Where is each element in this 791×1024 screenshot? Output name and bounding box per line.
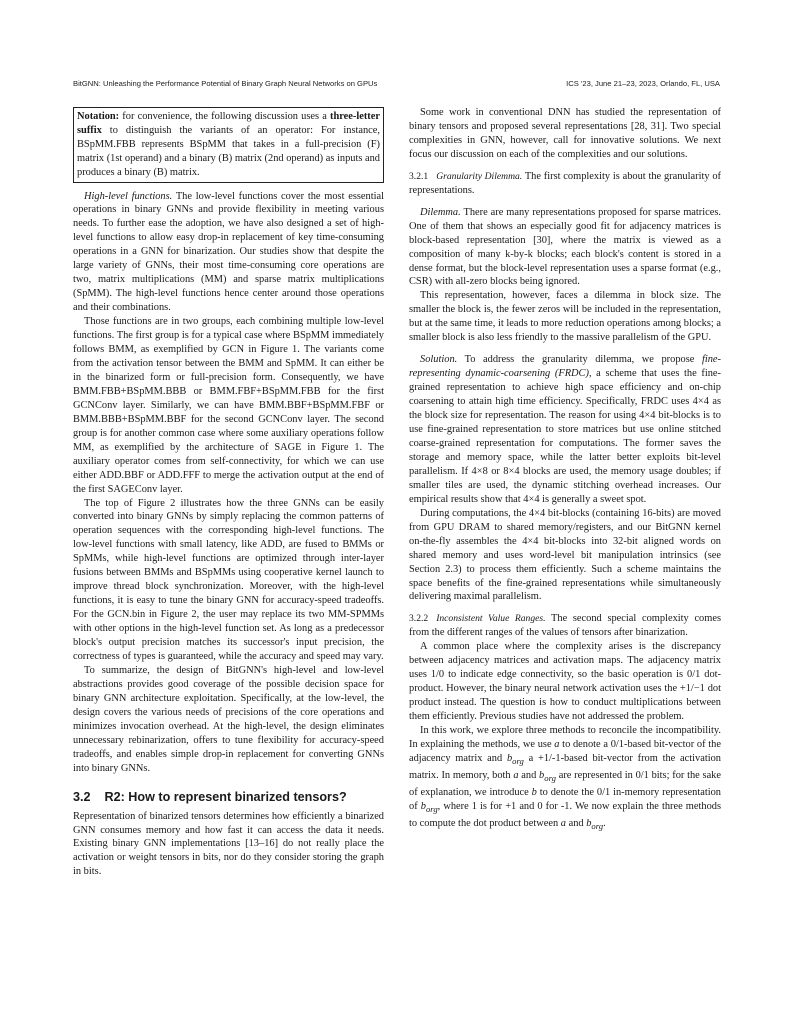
high-level-functions-paragraph	[73, 190, 384, 316]
t2: to denote a 0/1-based bit-vector of the adjacency matrix and	[409, 738, 721, 764]
subsection-text: The second special complexity comes from the different ranges of the values of tensors after binarization.	[409, 613, 721, 639]
section-number: 3.2	[73, 789, 91, 804]
paragraph-solution	[409, 353, 721, 506]
high-level-functions-text: The low-level functions cover the most essential operations in binary GNNs and provide flexibility in meeting various needs. To further ease the adoption, we have also designed a set of high-level functions to allow easy drop-in replacement of key time-consuming operations in a GNN for binarization. Our studies show that despite the large variety of GNNs, their most time-consuming core operations are two, matrix multiplications (MM) and sparse matrix multiplications (SpMM). The high-level functions hence center around those operations and their combinations.	[73, 190, 384, 314]
notation-paragraph	[77, 110, 380, 180]
paragraph-discrepancy: A common place where the complexity arises is the discrepancy between adjacency matrices and activation maps. The adjacency matrix uses 1/0 to indicate edge connectivity, so the basic operation is 0/1 dot-product. However, the binary neural network activation uses the +1/−1 dot product instead. The question is how to conduct multiplications between them efficiently. Previous studies have not addressed the problem.	[409, 641, 721, 723]
paragraph-groups: Those functions are in two groups, each combining multiple low-level functions. The first group is for a typical case where BSpMM immediately follows BMM, as exemplified by GCN in Figure 1. The variants come from the activation tensor between the BMM and SpMM. It can either be in the binarized form or full-precision form. Consequently, we have BMM.FBB+BSpMM.BBB or BMM.FBF+BSpMM.FBB for the first GCNConv layer. Similarly, we can have BMM.BBF+BSpMM.FBF or BMM.BBB+BSpMM.BBF for the second GCNConv layer. The second group is for another common case where some auxiliary operations follow MM, as exemplified by the architecture of SAGE in Figure 1. The auxiliary operator comes from self-connectivity, for which we can use either ADD.BBF or ADD.FFF to merge the activation output at the end of the first SAGEConv layer.	[73, 316, 384, 495]
high-level-functions-title: High-level functions.	[84, 190, 173, 202]
paragraph-dilemma	[409, 206, 721, 290]
var-borg: b	[420, 800, 426, 812]
paragraph-representation: Representation of binarized tensors determines how efficiently a binarized GNN consumes memory and how fast it can access the data it needs. Existing binary GNN implementations [13–16] do not really place the activation or weight tensors in bits, nor do they consider storing the graph in bits.	[73, 810, 384, 878]
frdc-term: fine-representing dynamic-coarsening (FRDC)	[409, 354, 721, 380]
subsection-3-2-2	[409, 612, 721, 640]
t6: to denote the 0/1 in-memory representation of	[409, 787, 721, 812]
subsection-number: 3.2.2	[409, 613, 429, 625]
var-borg: b	[506, 752, 513, 764]
solution-text-a: To address the granularity dilemma, we propose	[457, 354, 702, 366]
solution-title: Solution.	[420, 354, 458, 366]
running-header-title: BitGNN: Unleashing the Performance Potential of Binary Graph Neural Networks on GPUs	[73, 79, 378, 88]
sub-org: org	[512, 756, 524, 767]
var-borg: b	[539, 769, 545, 781]
dilemma-text: There are many representations proposed for sparse matrices. One of them that shows an especially good fit for adjacency matrices is block-based representation [30], where the matrix is viewed as a composition of many k-by-k blocks; each block's content is stored in a dense format, but the block-level representation uses a sparse format (e.g., CSR) with all-zero blocks being ignored.	[409, 206, 721, 288]
dilemma-title: Dilemma.	[420, 206, 461, 218]
var-a: a	[513, 769, 519, 781]
sub-org: org	[425, 804, 438, 815]
notation-box	[73, 107, 384, 183]
t8: and	[565, 817, 587, 829]
solution-text-b: , a scheme that uses the fine-grained representation to achieve high space efficiency and on-chip coarsening to attain high time efficiency. Specifically, FRDC uses 4×4 as the block size for representation. The reason for using 4×4 bit-blocks is to use fine-grained representation to store matrices but use online stitched coarse-grained representation for computations. The former saves the storage and memory space, while the latter better exploits bit-level parallelism. If 4×8 or 8×4 blocks are used, the memory usage doubles; if smaller tiles are used, the dynamic stitching overhead increases. Our empirical results show that 4×4 is generally a sweet spot.	[409, 368, 721, 505]
notation-bold: three-letter suffix	[77, 111, 380, 136]
t5: are represented in 0/1 bits; for the sake of explanation, we introduce	[409, 769, 721, 798]
subsection-heading-3-2-2	[409, 613, 546, 624]
t7: , where 1 is for +1 and 0 for -1. We now explain the three methods to compute the dot product between	[409, 800, 721, 829]
sub-org: org	[591, 821, 604, 832]
subsection-heading-3-2-1	[409, 171, 522, 182]
notation-lead: Notation:	[77, 111, 120, 122]
t1: In this work, we explore three methods to reconcile the incompatibility. In explaining the methods, we use	[409, 725, 721, 750]
subsection-title: Granularity Dilemma.	[436, 170, 523, 182]
subsection-text: The first complexity is about the granularity of representations.	[409, 170, 721, 196]
running-header-venue: ICS '23, June 21–23, 2023, Orlando, FL, USA	[566, 79, 720, 88]
section-title: R2: How to represent binarized tensors?	[104, 789, 347, 804]
paragraph-summary: To summarize, the design of BitGNN's high-level and low-level abstractions provides good coverage of the possible decision space for binary GNN architecture exploitation. Specifically, at the low-level, the design covers the various needs of precisions of the core operations and minimizes invocation overhead. At the high-level, the design eliminates unnecessary rebinarization, offers to tune flexibility for accuracy-speed tradeoffs, and enables simple drop-in replacement for converting GNNs into binary GNNs.	[73, 664, 384, 774]
var-a: a	[554, 738, 560, 750]
var-borg: b	[586, 817, 592, 829]
paragraph-block-size: This representation, however, faces a dilemma in block size. The smaller the block is, the fewer zeros will be included in the representation, but at the same time, it leads to more reduction operations among blocks; a smaller block is also less friendly to the massive parallelism of the GPU.	[409, 290, 721, 344]
subsection-3-2-1	[409, 170, 721, 198]
subsection-title: Inconsistent Value Ranges.	[436, 613, 546, 625]
notation-text-2: to distinguish the variants of an operator: For instance, BSpMM.FBB represents BSpMM that takes in a full-precision (F) matrix (1st operand) and a binary (B) matrix (2nd operand) as inputs and produces a binary (B) matrix.	[77, 124, 380, 178]
var-a: a	[560, 817, 566, 829]
left-column	[73, 106, 384, 879]
right-column	[409, 106, 721, 834]
notation-text-1: for convenience, the following discussion uses a	[119, 111, 330, 122]
section-heading-3-2	[73, 790, 384, 804]
t3: a +1/-1-based bit-vector from the activation matrix. In memory, both	[409, 752, 721, 781]
subsection-number: 3.2.1	[409, 170, 429, 182]
sub-org: org	[544, 773, 556, 784]
paragraph-computations: During computations, the 4×4 bit-blocks (containing 16-bits) are moved from GPU DRAM to shared memory/registers, and our BitGNN kernel on-the-fly assembles the 4×4 bit-blocks into 32-bit aligned words on shared memory and uses word-level bit manipulation intrinsics (see Section 2.3) to process them efficiently. Such a scheme maintains the space benefits of the fine-grained representations while simultaneously delivering maximal parallelism.	[409, 507, 721, 603]
paragraph-figure2: The top of Figure 2 illustrates how the three GNNs can be easily converted into binary GNNs by simply replacing the common patterns of operation sequences with the corresponding high-level functions. The low-level functions with small latency, like ADD, are fused to BMMs or SpMMs, while high-level functions are optimized through inter-layer fusions between BMMs and BSpMMs using cooperative kernel launch to improve thread block synchronization. Moreover, with the high-level functions, it is easy to tune the binary GNN for accuracy-speed tradeoffs. For the GCN.bin in Figure 2, the user may replace its two MM-SPMMs with other options in the high-level function set. As long as a predecessor block's output precision matches its successor's input precision, the correctness of types is guaranteed, while the accuracy and speed may vary.	[73, 497, 384, 662]
paragraph-three-methods	[409, 724, 721, 834]
var-b: b	[531, 787, 537, 798]
paragraph-dnn-representation: Some work in conventional DNN has studied the representation of binary tensors and proposed several representations [28, 31]. Two special complexities in GNN, however, call for innovative solutions. We next focus our discussion on each of the complexities and our solutions.	[409, 107, 721, 160]
t9: .	[603, 817, 606, 829]
t4: and	[518, 769, 540, 781]
